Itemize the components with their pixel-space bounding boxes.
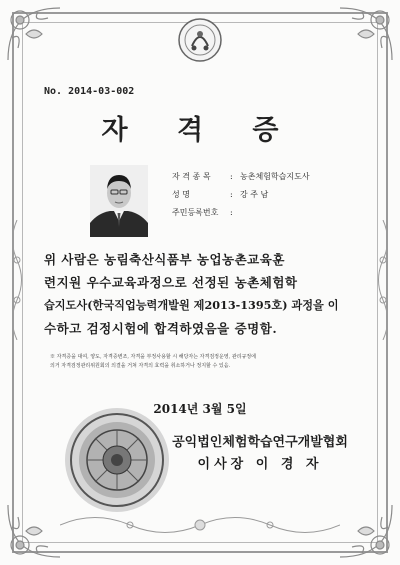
issue-date: 2014년 3월 5일 — [153, 402, 247, 416]
issuer-block — [150, 432, 370, 476]
bottom-ornament-icon — [60, 510, 340, 540]
corner-ornament-icon — [4, 501, 64, 561]
corner-ornament-icon — [336, 4, 396, 64]
field-label: 주민등록번호 — [172, 208, 219, 217]
corner-ornament-icon — [336, 501, 396, 561]
field-qualification: 자 격 종 목 : 농촌체험학습지도사 — [172, 168, 310, 186]
notice-line: ※ 자격증을 대여, 양도, 자격증변조, 자격을 부정사용할 시 해당자는 자격검정운영, 관리규정에 — [50, 354, 256, 360]
statement-line: 위 사람은 농림축산식품부 농업농촌교육훈 — [44, 252, 285, 267]
president-name: 이사장 이 경 자 — [197, 457, 323, 472]
association-emblem-icon — [176, 16, 224, 64]
certificate-number: No. 2014-03-002 — [44, 86, 135, 97]
field-id-number: 주민등록번호 : — [172, 204, 310, 222]
notice-line: 의거 자격검정관리위원회의 의결을 거쳐 자격의 효력을 취소하거나 정지할 수 있음. — [50, 363, 231, 369]
holder-photo — [90, 165, 148, 237]
side-ornament-icon — [6, 220, 28, 340]
field-value: 강 주 남 — [240, 190, 269, 199]
statement-line: 련지원 우수교육과정으로 선정된 농촌체험학 — [44, 275, 298, 290]
certification-statement — [44, 248, 360, 340]
field-label: 성 명 — [172, 190, 190, 199]
holder-info — [172, 168, 310, 222]
field-name: 성 명 : 강 주 남 — [172, 186, 310, 204]
field-value: 농촌체험학습지도사 — [240, 172, 310, 181]
corner-ornament-icon — [4, 4, 64, 64]
legal-notice — [50, 353, 360, 371]
statement-line: 수하고 검정시험에 합격하였음을 증명함. — [44, 321, 278, 336]
field-label: 자 격 종 목 — [172, 172, 211, 181]
statement-line: 습지도사(한국직업능력개발원 제2013-1395호) 과정을 이 — [44, 298, 339, 312]
certificate-title: 자 격 증 — [101, 115, 299, 146]
side-ornament-icon — [372, 220, 394, 340]
issuer-name: 공익법인체험학습연구개발협회 — [172, 435, 348, 450]
